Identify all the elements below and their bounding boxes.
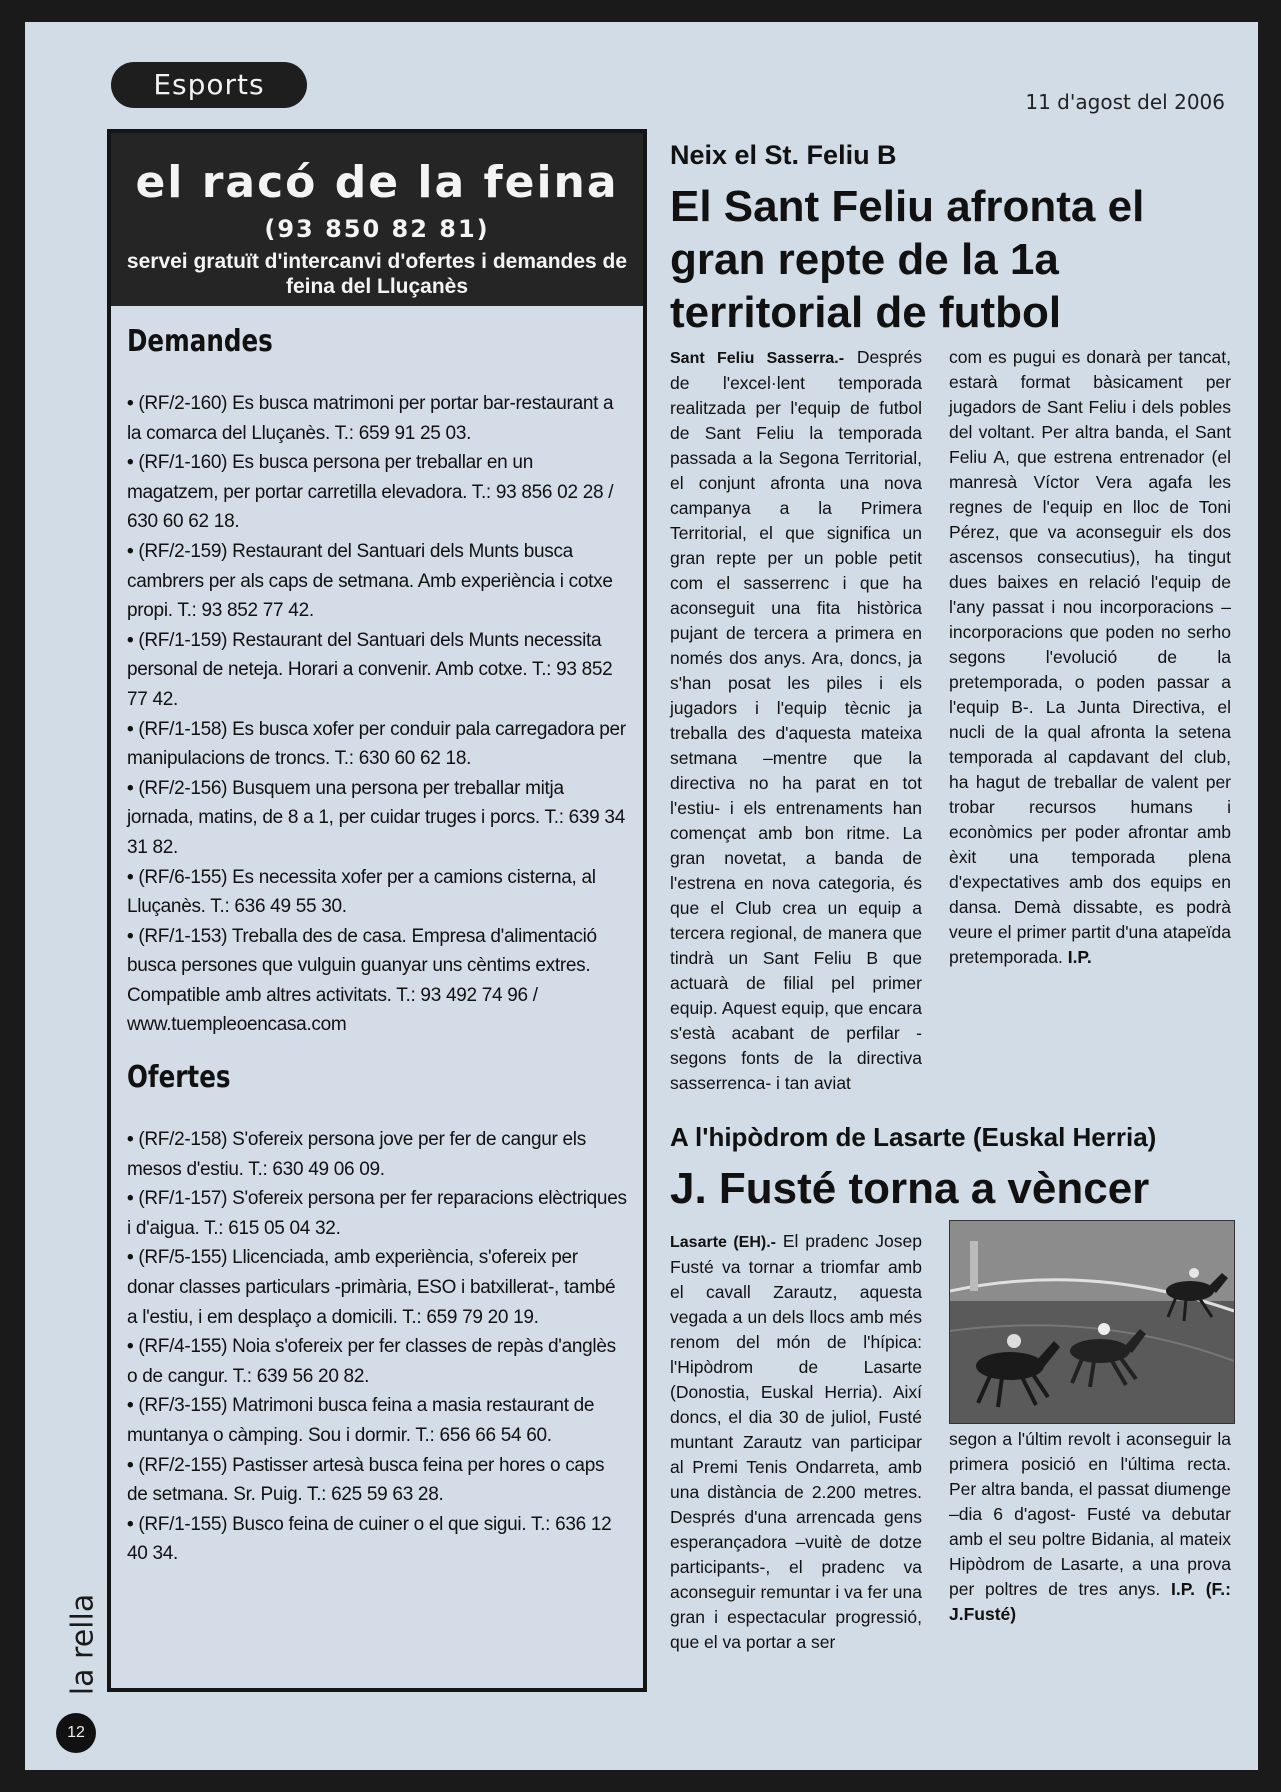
article1-body-1: Després de l'excel·lent temporada realitzada per l'equip de futbol de Sant Feliu la temporada passada a la Segona Territorial, el conjunt afronta una nova campanya a la Primera Territorial, el que significa un gran repte per un poble petit com el sasserrenc i que ha aconseguit una fita històrica pujant de tercera a primera en només dos anys. Ara, doncs, ja s'han posat les piles i els jugadors i l'equip tècnic ja treballa des d'aquesta mateixa setmana –mentre que la directiva no ha parat en tot l'estiu- i els entrenaments han començat amb bon ritme. La gran novetat, a banda de l'estrena en nova categoria, és que el Club crea un equip a tercera regional, de manera que tindrà un Sant Feliu B que actuarà de filial pel primer equip. Aquest equip, que encara s'està acabant de perfilar -segons fonts de la directiva sasserrenca- i tan aviat — [670, 347, 922, 1093]
article1-lead: Sant Feliu Sasserra.- — [670, 350, 845, 367]
job-board-phone: (93 850 82 81) — [264, 215, 490, 243]
demandes-heading: Demandes — [127, 324, 273, 359]
list-item: • (RF/5-155) Llicenciada, amb experiència, s'ofereix per donar classes particulars -primària, ESO i batxillerat-, també a l'estiu, i em desplaço a domicili. T.: 659 79 20 19. — [127, 1243, 627, 1332]
article2-kicker: A l'hipòdrom de Lasarte (Euskal Herria) — [670, 1122, 1157, 1152]
article2-body-2: segon a l'últim revolt i aconseguir la primera posició en l'última recta. Per altra banda, el passat diumenge –dia 6 d'agost- Fusté va debutar amb el seu poltre Bidania, al mateix Hipòdrom de Lasarte, a una prova per poltres de tres anys. — [949, 1429, 1231, 1599]
article2-column-1 — [670, 1229, 922, 1655]
horse-race-photo — [949, 1220, 1235, 1424]
article1-body-2: com es pugui es donarà per tancat, estarà format bàsicament per jugadors de Sant Feliu i dels pobles del voltant. Per altra banda, el Sant Feliu A, que estrena entrenador (el manresà Víctor Vera agafa les regnes de l'equip en lloc de Toni Pérez, que va aconseguir els dos ascensos consecutius), ha tingut dues baixes en relació l'equip de l'any passat i nou incorporacions –incorporacions que poden no serho segons l'evolució de la pretemporada, o poden passar a l'equip B-. La Junta Directiva, el nucli de la qual afronta la setena temporada al capdavant del club, ha hagut de treballar de valent per trobar recursos humans i econòmics per poder afrontar amb èxit una temporada plena d'expectatives amb dos equips en dansa. Demà dissabte, es podrà veure el primer partit d'una atapeïda pretemporada. — [949, 347, 1231, 967]
article2-column-2 — [949, 1427, 1231, 1627]
list-item: • (RF/1-153) Treballa des de casa. Empresa d'alimentació busca persones que vulguin guanyar uns cèntims extres. Compatible amb altres activitats. T.: 93 492 74 96 / www.tuempleoencasa.com — [127, 922, 627, 1040]
article1-headline: El Sant Feliu afronta el gran repte de la 1a territorial de futbol — [670, 182, 1145, 337]
ofertes-heading: Ofertes — [127, 1060, 231, 1096]
list-item: • (RF/2-156) Busquem una persona per treballar mitja jornada, matins, de 8 a 1, per cuidar truges i porcs. T.: 639 34 31 82. — [127, 774, 627, 863]
list-item: • (RF/2-158) S'ofereix persona jove per fer de cangur els mesos d'estiu. T.: 630 49 06 09. — [127, 1125, 627, 1184]
article1-column-1 — [670, 345, 922, 1096]
horse-race-photo-drawing — [950, 1221, 1234, 1423]
demandes-list — [111, 389, 643, 1040]
list-item: • (RF/1-160) Es busca persona per treballar en un magatzem, per portar carretilla elevadora. T.: 93 856 02 28 / 630 60 62 18. — [127, 448, 627, 537]
ofertes-list — [111, 1125, 643, 1569]
article1-kicker: Neix el St. Feliu B — [670, 140, 897, 170]
job-board-description: servei gratuït d'intercanvi d'ofertes i demandes de feina del Lluçanès — [126, 250, 628, 298]
section-label: Esports — [111, 62, 307, 108]
issue-date: 11 d'agost del 2006 — [1025, 90, 1225, 114]
article2-headline: J. Fusté torna a vèncer — [670, 1164, 1150, 1213]
article2-body-1: El pradenc Josep Fusté va tornar a triomfar amb el cavall Zarautz, aquesta vegada a un dels llocs amb més renom del món de l'hípica: l'Hipòdrom de Lasarte (Donostia, Euskal Herria). Així doncs, el dia 30 de juliol, Fusté muntant Zarautz van participar al Premi Tenis Ondarreta, amb una distància de 2.200 metres. Després d'una arrencada gens esperançadora –vuitè de dotze participants-, el pradenc va aconseguir remuntar i va fer una gran i espectacular progressió, que el va portar a ser — [670, 1231, 922, 1652]
publication-name-text: la rella — [65, 1593, 101, 1696]
list-item: • (RF/2-160) Es busca matrimoni per portar bar-restaurant a la comarca del Lluçanès. T.: 659 91 25 03. — [127, 389, 627, 448]
list-item: • (RF/4-155) Noia s'ofereix per fer classes de repàs d'anglès o de cangur. T.: 639 56 20 82. — [127, 1332, 627, 1391]
newspaper-page — [25, 22, 1258, 1770]
article2-signature: I.P. (F.: J.Fusté) — [949, 1579, 1231, 1624]
list-item: • (RF/2-159) Restaurant del Santuari dels Munts busca cambrers per als caps de setmana. Amb experiència i cotxe propi. T.: 93 852 77 42. — [127, 537, 627, 626]
article1-column-2 — [949, 345, 1231, 970]
list-item: • (RF/1-159) Restaurant del Santuari dels Munts necessita personal de neteja. Horari a convenir. Amb cotxe. T.: 93 852 77 42. — [127, 626, 627, 715]
job-board-title: el racó de la feina — [135, 157, 619, 208]
list-item: • (RF/1-157) S'ofereix persona per fer reparacions elèctriques i d'aigua. T.: 615 05 04 32. — [127, 1184, 627, 1243]
list-item: • (RF/1-158) Es busca xofer per conduir pala carregadora per manipulacions de troncs. T.: 630 60 62 18. — [127, 715, 627, 774]
list-item: • (RF/1-155) Busco feina de cuiner o el que sigui. T.: 636 12 40 34. — [127, 1510, 627, 1569]
page-number: 12 — [56, 1713, 96, 1753]
list-item: • (RF/2-155) Pastisser artesà busca feina per hores o caps de setmana. Sr. Puig. T.: 625 59 63 28. — [127, 1451, 627, 1510]
list-item: • (RF/3-155) Matrimoni busca feina a masia restaurant de muntanya o càmping. Sou i dormir. T.: 656 66 54 60. — [127, 1391, 627, 1450]
article2-lead: Lasarte (EH).- — [670, 1234, 776, 1251]
article1-signature: I.P. — [1067, 947, 1092, 967]
publication-name — [53, 1587, 113, 1697]
list-item: • (RF/6-155) Es necessita xofer per a camions cisterna, al Lluçanès. T.: 636 49 55 30. — [127, 863, 627, 922]
job-board-box — [107, 129, 647, 1692]
job-board-header — [111, 133, 643, 306]
